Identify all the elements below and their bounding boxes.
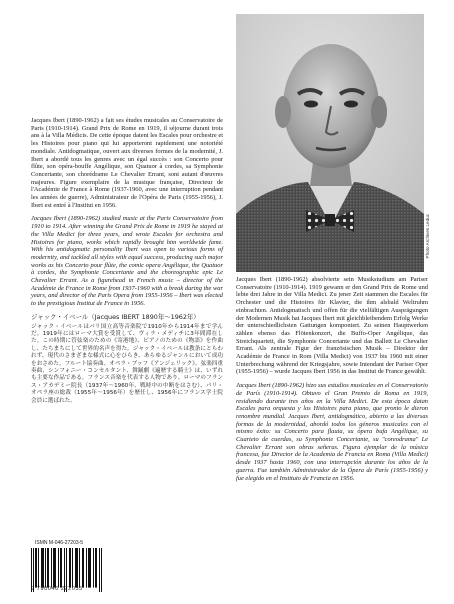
ismn-label: ISMN M-046-27203-5 bbox=[35, 540, 84, 546]
biography-japanese-heading: ジャック・イベール（Jacques IBERT 1890年〜1962年） bbox=[31, 312, 200, 321]
biography-spanish: Jacques Ibert (1890-1962) hizo sus estudios musicales en el Conservatorio de París (1910-1914). Obtuvo el Gran Premio de Roma en 1919, residiendo durante tres años en la Villa Medici. De esta época datan Escales para orquesta y las Histoires para piano, que pronto le dieron renombre mundial. Jacques Ibert, antidogmático, abierto a las diversas formas de la modernidad, abordó todos los géneros musicales con el mismo éxito: su Concerto para flauta, su ópera bufa Angélique, su Cuarteto de cuerdas, su Symphonie Concertante, su "coreodrama" Le Chevalier Errant son obras señeras. Figura ejemplar de la música francesa, fue Director de la Academia de Francia en Roma (Villa Medici) desde 1937 hasta 1960, con una interrupción durante los años de la guerra. Fue también Administrador de la Ópera de París (1955-1956) y fue elegido en el Instituto de Francia en 1956. bbox=[236, 382, 428, 482]
barcode-number: 9 790046 272035 bbox=[31, 586, 83, 592]
portrait-photo-icon bbox=[236, 14, 424, 272]
right-text-column bbox=[236, 276, 428, 488]
photo-credit: Photo Archives Leduc bbox=[425, 214, 430, 259]
biography-french: Jacques Ibert (1890-1962) a fait ses études musicales au Conservatoire de Paris (1910-1914). Grand Prix de Rome en 1919, il séjourne durant trois ans à la Villa Médicis. De cette époque datent les Escales pour orchestre et les Histoires pour piano qui lui apporteront rapidement une notoriété mondiale. Antidogmatique, ouvert aux diverses formes de la modernité, J. Ibert a abordé tous les genres avec un égal succès : son Concerto pour flûte, son opéra-bouffe Angélique, son Quatuor à cordes, sa Symphonie Concertante, son chorédrame Le Chevalier Errant, sont autant d'œuvres majeures. Figure exemplaire de la musique française, Directeur de l'Académie de France à Rome (1937-1960, avec une interruption pendant les années de guerre), Administrateur de l'Opéra de Paris (1955-1956), J. Ibert est entré à l'Institut en 1956. bbox=[31, 117, 223, 209]
biography-english: Jacques Ibert (1890-1962) studied music at the Paris Conservatoire from 1910 to 1914. After winning the Grand Prix de Rome in 1919 he stayed at the Villa Medici for three years, and wrote Escales for orchestra and Histoires for piano, works which rapidly brought him worldwide fame. With his antidogmatic personality Ibert was open to various forms of modernity, and tackled all styles with equal success, producing such major works as his Concerto pour flûte, the comic opera Angélique, the Quatuor à cordes, the Symphonie Concertante and the choreographic epic Le Chevalier Errant. As a figurehead in French music – director of the Académie de France in Rome from 1937-1960 with a break during the war years, and director of the Paris Opera from 1955-1956 – Ibert was elected to the prestigious Institut de France in 1956. bbox=[31, 215, 223, 308]
biography-german: Jacques Ibert (1890-1962) absolvierte sein Musikstudium am Pariser Conservatoire (1910-1914). 1919 gewann er den Grand Prix de Rome und lebte drei Jahre in der Villa Medici. Zu jener Zeit stammen die Escales für Orchester und die Histoires für Klavier, die ihm alsbald Weltruhm einbrachten. Antidogmatisch und offen für die vielfältigen Ausprägungen der Modernen Musik hat Jacques Ibert mit gleichbleibendem Erfolg Werke der unterschiedlichsten Gattungen komponiert. Zu seinen Hauptwerken zählen ebenso das Flötenkonzert, die Buffo-Oper Angélique, das Streichquartett, die Symphonie Concertante und das Ballett Le Chevalier Errant. Als zentrale Figur der französischen Musik – Direktor der Académie de France in Rom (Villa Medici) von 1937 bis 1960 mit einer Unterbrechung während der Kriegsjahre, sowie Intendant der Pariser Oper (1955-1956) – wurde Jacques Ibert 1956 in das Institut de France gewählt. bbox=[236, 276, 428, 376]
left-text-column bbox=[31, 117, 223, 411]
composer-portrait-photo bbox=[236, 14, 424, 272]
biography-japanese: ジャック・イベールはパリ国立高等音楽院で1910年から1914年まで学んだ。1919年にはローマ大賞を受賞して、ヴィラ・メディチに3年間滞在した。この時期に管弦楽のための《寄港地》、ピアノのための《物語》を作曲し、たちまちにして世界的名声を得た。ジャック・イベールは教条にとらわれず、現代のさまざまな様式に心をひらき、あらゆるジャンルにおいて成功をおさめた。フルート協奏曲、オペラ・ブッフ《アンジェリック》、弦楽四重奏曲、シンフォニー・コンセルタント、舞踊劇《遍歴する騎士》は、いずれも主要な作品である。フランス音楽を代表する人物であり、ローマのフランス・アカデミー院長（1937年〜1960年、戦時中の中断をはさむ）、パリ・オペラ座の総裁（1955年〜1956年）を歴任し、1956年にフランス学士院会員に選ばれた。 bbox=[31, 323, 223, 404]
